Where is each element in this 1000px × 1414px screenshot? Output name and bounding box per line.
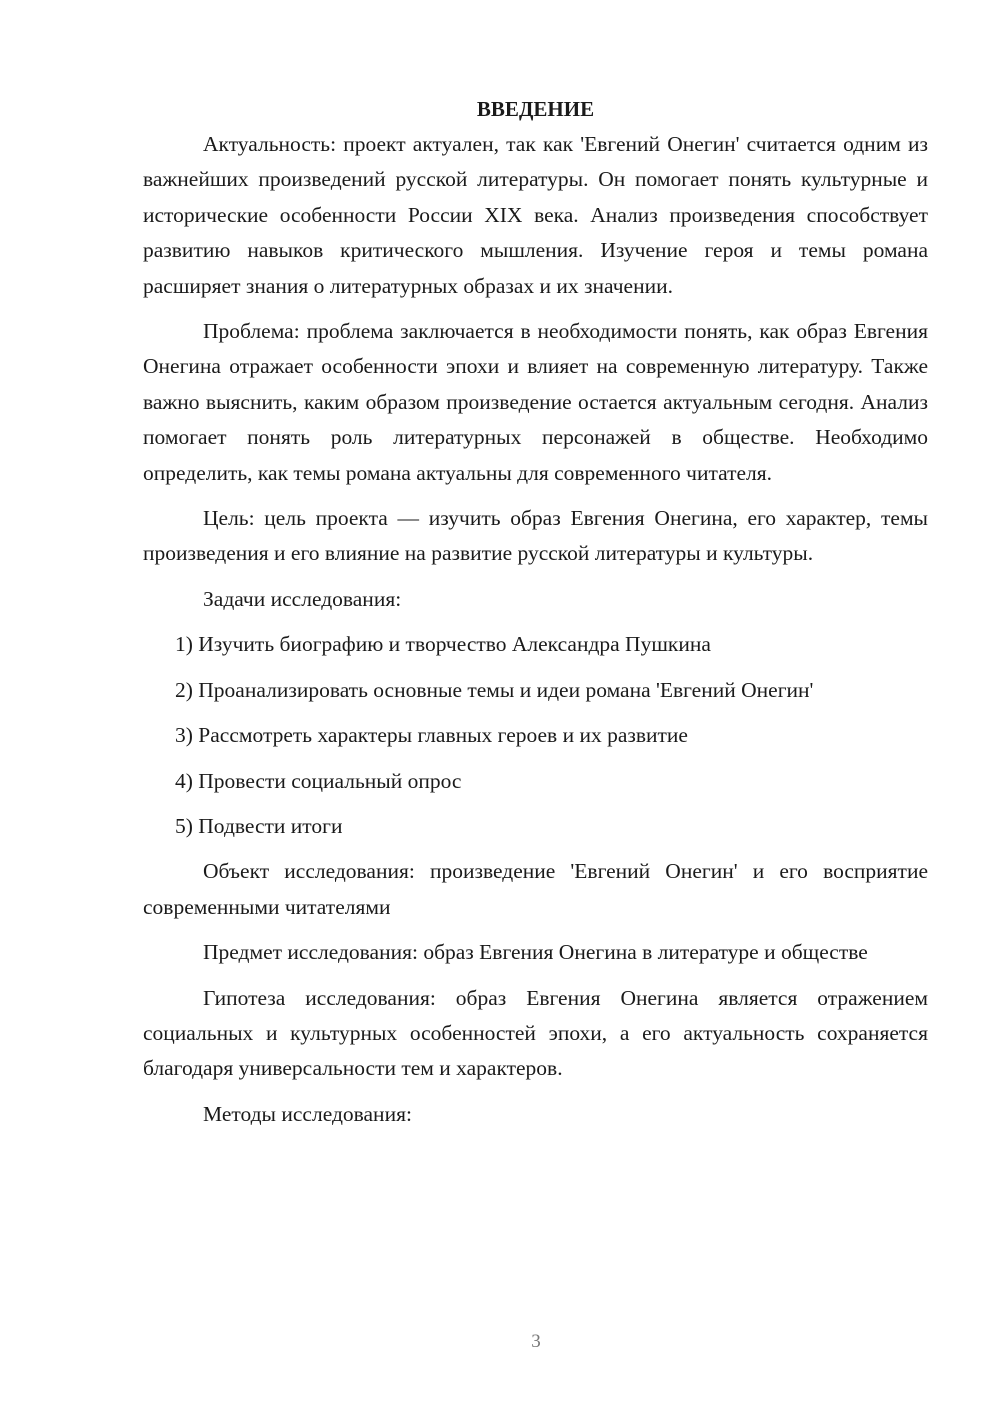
task-item: 1) Изучить биографию и творчество Александра Пушкина [175, 632, 711, 657]
tasks-list [143, 627, 928, 844]
relevance-paragraph: Актуальность: проект актуален, так как 'Евгений Онегин' считается одним из важнейших произведений русской литературы. Он помогает понять культурные и исторические особенности России XIX века. Анализ произведения способствует развитию навыков критического мышления. Изучение героя и темы романа расширяет знания о литературных образах и их значении. [143, 132, 928, 298]
document-body [143, 92, 928, 1142]
tasks-heading: Задачи исследования: [203, 586, 402, 611]
page-number: 3 [531, 1331, 541, 1352]
task-item: 2) Проанализировать основные темы и идеи романа 'Евгений Онегин' [175, 677, 814, 702]
goal-paragraph: Цель: цель проекта — изучить образ Евгения Онегина, его характер, темы произведения и его влияние на развитие русской литературы и культуры. [143, 506, 928, 566]
subject-paragraph: Предмет исследования: образ Евгения Онегина в литературе и обществе [203, 940, 868, 965]
task-item: 4) Провести социальный опрос [175, 768, 462, 793]
object-paragraph: Объект исследования: произведение 'Евгений Онегин' и его восприятие современными читателями [143, 859, 928, 919]
task-item: 3) Рассмотреть характеры главных героев и их развитие [175, 723, 688, 748]
task-item: 5) Подвести итоги [175, 813, 343, 838]
section-title: ВВЕДЕНИЕ [476, 97, 595, 121]
hypothesis-paragraph: Гипотеза исследования: образ Евгения Онегина является отражением социальных и культурных особенностей эпохи, а его актуальность сохраняется благодаря универсальности тем и характеров. [143, 985, 928, 1081]
methods-heading: Методы исследования: [203, 1101, 412, 1126]
problem-paragraph: Проблема: проблема заключается в необходимости понять, как образ Евгения Онегина отражает особенности эпохи и влияет на современную литературу. Также важно выяснить, каким образом произведение остается актуальным сегодня. Анализ помогает понять роль литературных персонажей в обществе. Необходимо определить, как темы романа актуальны для современного читателя. [143, 319, 928, 485]
